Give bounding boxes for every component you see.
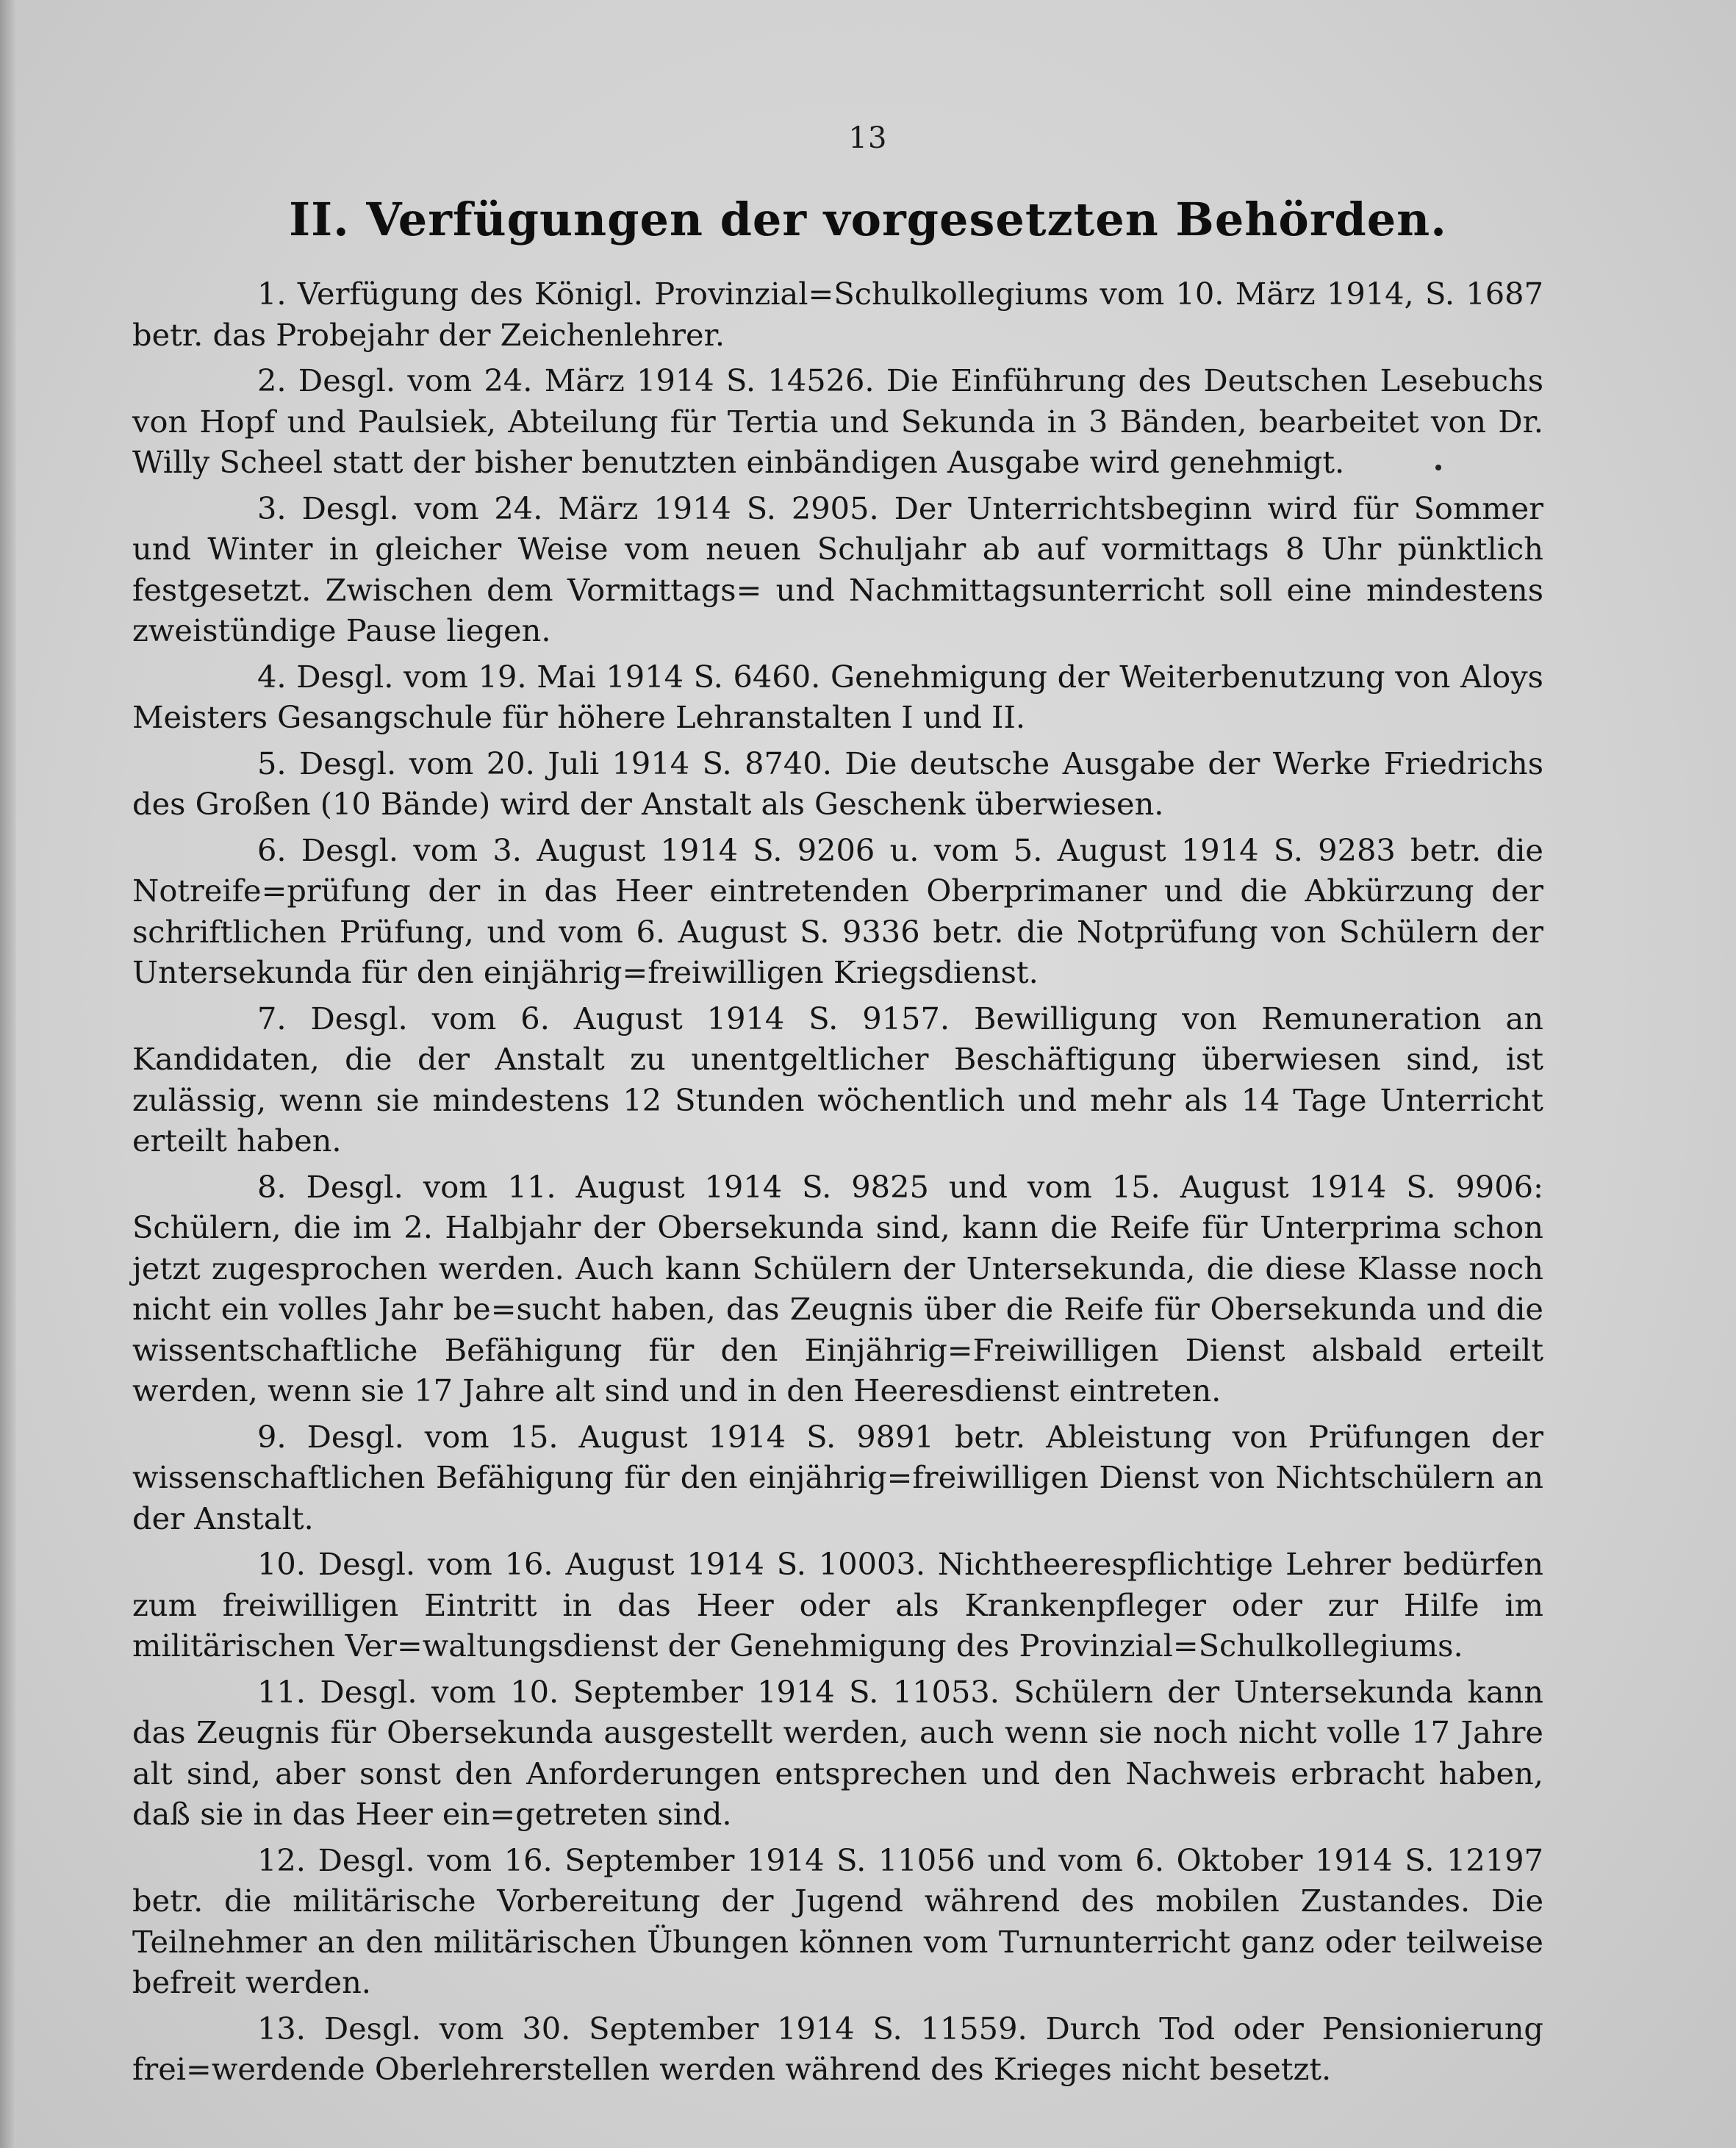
entry-text: Desgl. vom 3. August 1914 S. 9206 u. vom 5. August 1914 S. 9283 betr. die Notreife=prüfung der in das Heer eintretenden Oberprimaner und die Abkürzung der schriftlichen Prüfung, und vom 6. August S. 9336 betr. die Notprüfung von Schülern der Untersekunda für den einjährig=freiwilligen Kriegsdienst. bbox=[132, 831, 1543, 990]
entry-number: 3. bbox=[257, 490, 287, 526]
entry-number: 8. bbox=[257, 1168, 287, 1205]
entry-13 bbox=[132, 2008, 1543, 2090]
entry-number: 6. bbox=[257, 831, 287, 868]
entry-3 bbox=[132, 488, 1543, 651]
entry-text: Desgl. vom 11. August 1914 S. 9825 und vom 15. August 1914 S. 9906: Schülern, die im 2. Halbjahr der Obersekunda sind, kann die Reife für Unterprima schon jetzt zugesprochen werden. Auch kann Schülern der Untersekunda, die diese Klasse noch nicht ein volles Jahr be=sucht haben, das Zeugnis über die Reife für Obersekunda und die wissentschaftliche Befähigung für den Einjährig=Freiwilligen Dienst alsbald erteilt werden, wenn sie 17 Jahre alt sind und in den Heeresdienst eintreten. bbox=[132, 1168, 1543, 1408]
entry-number: 12. bbox=[257, 1841, 306, 1878]
entry-1 bbox=[132, 273, 1543, 355]
page-number: 13 bbox=[848, 121, 888, 155]
entry-number: 1. bbox=[257, 276, 287, 312]
entry-12 bbox=[132, 1840, 1543, 2003]
entry-9 bbox=[132, 1417, 1543, 1539]
entry-number: 2. bbox=[257, 362, 287, 398]
entry-text: Desgl. vom 10. September 1914 S. 11053. Schülern der Untersekunda kann das Zeugnis für Obersekunda ausgestellt werden, auch wenn sie noch nicht volle 17 Jahre alt sind, aber sonst den Anforderungen entsprechen und den Nachweis erbracht haben, daß sie in das Heer ein=getreten sind. bbox=[132, 1673, 1543, 1832]
entry-4 bbox=[132, 656, 1543, 738]
entry-number: 13. bbox=[257, 2010, 306, 2047]
ink-dot-mark bbox=[1435, 465, 1441, 470]
scan-edge-shadow bbox=[0, 0, 16, 2148]
entry-number: 7. bbox=[257, 1000, 287, 1037]
entry-number: 10. bbox=[257, 1546, 306, 1582]
entry-text: Desgl. vom 24. März 1914 S. 2905. Der Unterrichtsbeginn wird für Sommer und Winter in gleicher Weise vom neuen Schuljahr ab auf vormittags 8 Uhr pünktlich festgesetzt. Zwischen dem Vormittags= und Nachmittagsunterricht soll eine mindestens zweistündige Pause liegen. bbox=[132, 490, 1543, 648]
entry-6 bbox=[132, 830, 1543, 993]
entry-text: Desgl. vom 16. August 1914 S. 10003. Nichtheerespflichtige Lehrer bedürfen zum freiwilligen Eintritt in das Heer oder als Krankenpfleger oder zur Hilfe im militärischen Ver=waltungsdienst der Genehmigung des Provinzial=Schulkollegiums. bbox=[132, 1546, 1543, 1664]
entry-11 bbox=[132, 1672, 1543, 1835]
entry-8 bbox=[132, 1167, 1543, 1411]
entries-list bbox=[132, 273, 1543, 2090]
entry-2 bbox=[132, 360, 1543, 483]
entry-5 bbox=[132, 743, 1543, 825]
entry-10 bbox=[132, 1544, 1543, 1667]
entry-number: 9. bbox=[257, 1418, 287, 1455]
entry-7 bbox=[132, 998, 1543, 1161]
entry-number: 11. bbox=[257, 1673, 306, 1710]
entry-text: Desgl. vom 15. August 1914 S. 9891 betr. Ableistung von Prüfungen der wissenschaftlichen Befähigung für den einjährig=freiwilligen Dienst von Nichtschülern an der Anstalt. bbox=[132, 1418, 1543, 1536]
entry-text: Desgl. vom 19. Mai 1914 S. 6460. Genehmigung der Weiterbenutzung von Aloys Meisters Gesangschule für höhere Lehranstalten I und II. bbox=[132, 658, 1543, 735]
entry-text: Desgl. vom 20. Juli 1914 S. 8740. Die deutsche Ausgabe der Werke Friedrichs des Großen (10 Bände) wird der Anstalt als Geschenk überwiesen. bbox=[132, 745, 1543, 822]
section-title: II. Verfügungen der vorgesetzten Behörden. bbox=[289, 193, 1447, 246]
entry-text: Desgl. vom 30. September 1914 S. 11559. Durch Tod oder Pensionierung frei=werdende Oberlehrerstellen werden während des Krieges nicht besetzt. bbox=[132, 2010, 1543, 2087]
entry-text: Desgl. vom 16. September 1914 S. 11056 und vom 6. Oktober 1914 S. 12197 betr. die militärische Vorbereitung der Jugend während des mobilen Zustandes. Die Teilnehmer an den militärischen Übungen können vom Turnunterricht ganz oder teilweise befreit werden. bbox=[132, 1841, 1543, 2000]
entry-text: Desgl. vom 24. März 1914 S. 14526. Die Einführung des Deutschen Lesebuchs von Hopf und Paulsiek, Abteilung für Tertia und Sekunda in 3 Bänden, bearbeitet von Dr. Willy Scheel statt der bisher benutzten einbändigen Ausgabe wird genehmigt. bbox=[132, 362, 1543, 480]
entry-number: 4. bbox=[257, 658, 287, 695]
entry-number: 5. bbox=[257, 745, 287, 781]
entry-text: Desgl. vom 6. August 1914 S. 9157. Bewilligung von Remuneration an Kandidaten, die der Anstalt zu unentgeltlicher Beschäftigung überwiesen sind, ist zulässig, wenn sie mindestens 12 Stunden wöchentlich und mehr als 14 Tage Unterricht erteilt haben. bbox=[132, 1000, 1543, 1159]
entry-text: Verfügung des Königl. Provinzial=Schulkollegiums vom 10. März 1914, S. 1687 betr. das Probejahr der Zeichenlehrer. bbox=[132, 276, 1543, 353]
